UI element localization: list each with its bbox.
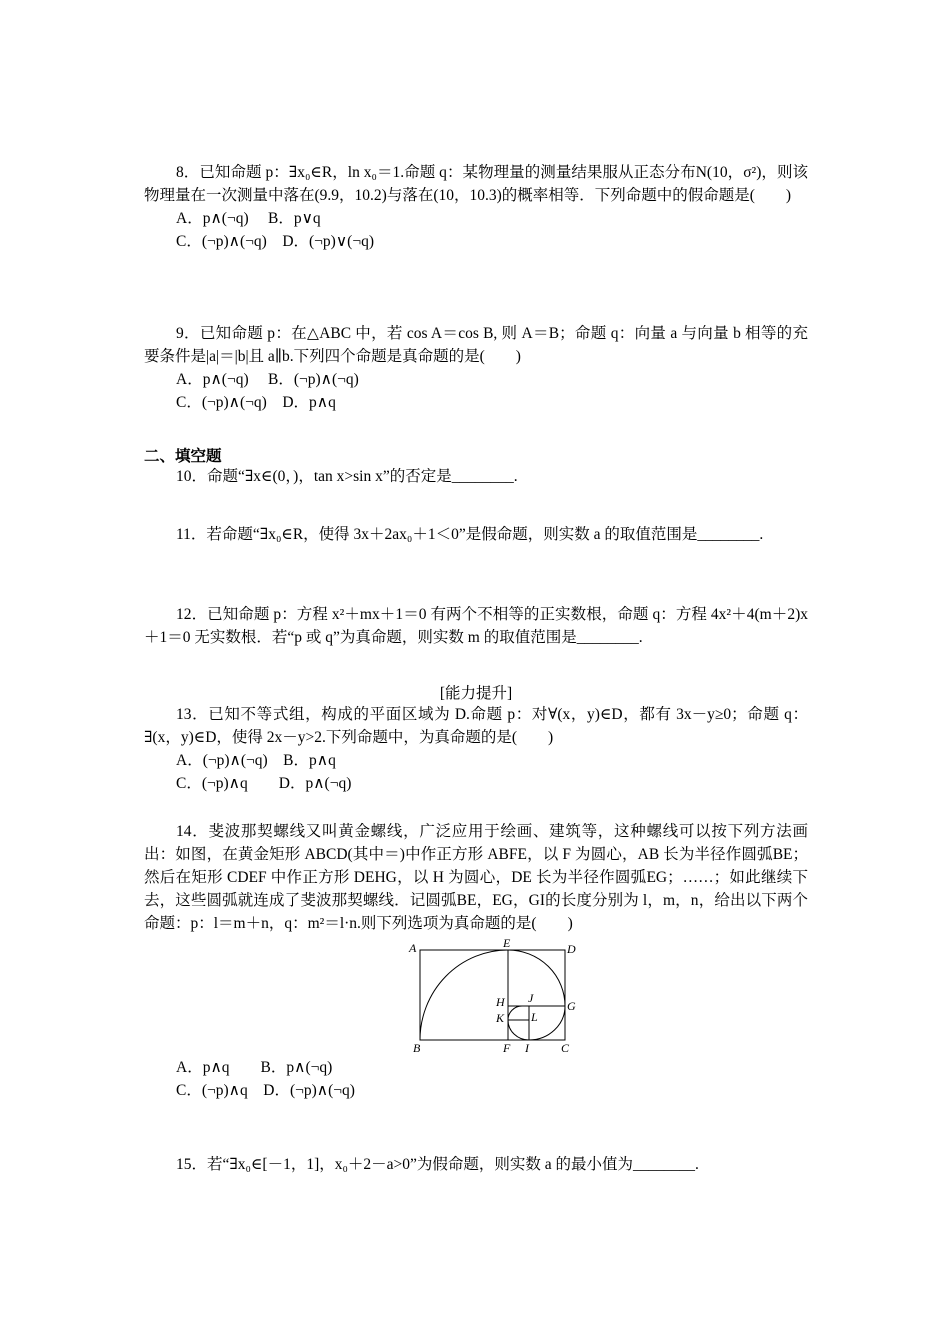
question-stem: 12．已知命题 p：方程 x²＋mx＋1＝0 有两个不相等的正实数根，命题 q：方程 4x²＋4(m＋2)x＋1＝0 无实数根．若“p 或 q”为真命题，则实数 m 的取值范围是________.	[144, 606, 808, 646]
label-j: J	[528, 991, 534, 1005]
options-row-2: C．(¬p)∧q D．p∧(¬q)	[176, 775, 352, 792]
question-stem: 8．已知命题 p：∃x₀∈R，ln x₀＝1.命题 q：某物理量的测量结果服从正态分布N(10，σ²)，则该物理量在一次测量中落在(9.9，10.2)与落在(10，10.3)的概率相等．下列命题中的假命题是( )	[144, 164, 808, 204]
options-row-1: A．p∧(¬q) B．(¬p)∧(¬q)	[176, 371, 359, 388]
question-10	[144, 465, 808, 488]
label-h: H	[496, 995, 505, 1009]
options-row-2: C．(¬p)∧q D．(¬p)∧(¬q)	[176, 1082, 355, 1099]
label-k: K	[496, 1011, 505, 1025]
question-stem: 14．斐波那契螺线又叫黄金螺线，广泛应用于绘画、建筑等，这种螺线可以按下列方法画出：如图，在黄金矩形 ABCD(其中＝)中作正方形 ABFE，以 F 为圆心，AB 长为半径作圆弧BE；然后在矩形 CDEF 中作正方形 DEHG，以 H 为圆心，DE 长为半径作圆弧EG；……；如此继续下去，这些圆弧就连成了斐波那契螺线．记圆弧BE，EG，GI的长度分别为 l，m，n，给出以下两个命题：p：l＝m＋n，q：m²＝l·n.则下列选项为真命题的是( )	[144, 823, 808, 932]
question-12	[144, 603, 808, 649]
label-e: E	[503, 938, 511, 950]
label-a: A	[409, 941, 417, 955]
question-stem: 15．若“∃x₀∈[－1，1]，x₀＋2－a>0”为假命题，则实数 a 的最小值为________.	[176, 1156, 699, 1173]
options-row-2: C．(¬p)∧(¬q) D．(¬p)∨(¬q)	[176, 233, 374, 250]
arc-spiral-4	[508, 1020, 529, 1040]
question-15	[144, 1153, 808, 1176]
options-row-1: A．p∧q B．p∧(¬q)	[176, 1059, 333, 1076]
label-d: D	[567, 942, 576, 956]
options-row-1: A．(¬p)∧(¬q) B．p∧q	[176, 752, 336, 769]
question-9	[144, 322, 808, 414]
question-8	[144, 161, 808, 253]
question-14-options	[144, 1056, 808, 1102]
golden-rectangle	[420, 950, 565, 1040]
question-stem: 10．命题“∃x∈(0，)，tan x>sin x”的否定是________.	[176, 468, 518, 485]
label-c: C	[561, 1041, 570, 1055]
question-13	[144, 703, 808, 795]
ability-heading: [能力提升]	[439, 685, 513, 702]
question-11	[144, 523, 808, 546]
options-row-2: C．(¬p)∧(¬q) D．p∧q	[176, 394, 336, 411]
label-f: F	[503, 1041, 511, 1055]
label-b: B	[413, 1041, 421, 1055]
arc-be	[420, 950, 508, 1040]
question-14	[144, 820, 808, 935]
arc-spiral-5	[508, 1006, 522, 1020]
question-stem: 9．已知命题 p：在△ABC 中，若 cos A＝cos B, 则 A＝B；命题 q：向量 a 与向量 b 相等的充要条件是|a|＝|b|且 a∥b.下列四个命题是真命题的是( )	[144, 325, 808, 365]
label-g: G	[567, 999, 576, 1013]
question-stem: 13．已知不等式组，构成的平面区域为 D.命题 p：对∀(x，y)∈D，都有 3x－y≥0；命题 q：∃(x，y)∈D，使得 2x－y>2.下列命题中，为真命题的是( )	[144, 706, 808, 746]
section-heading: 二、填空题	[144, 448, 222, 465]
options-row-1: A．p∧(¬q) B．p∨q	[176, 210, 321, 227]
fibonacci-spiral-figure	[405, 938, 585, 1058]
question-stem: 11．若命题“∃x₀∈R，使得 3x＋2ax₀＋1＜0”是假命题，则实数 a 的取值范围是________.	[176, 526, 764, 543]
label-l: L	[531, 1010, 538, 1024]
label-i: I	[525, 1041, 529, 1055]
arc-eg	[508, 950, 565, 1006]
